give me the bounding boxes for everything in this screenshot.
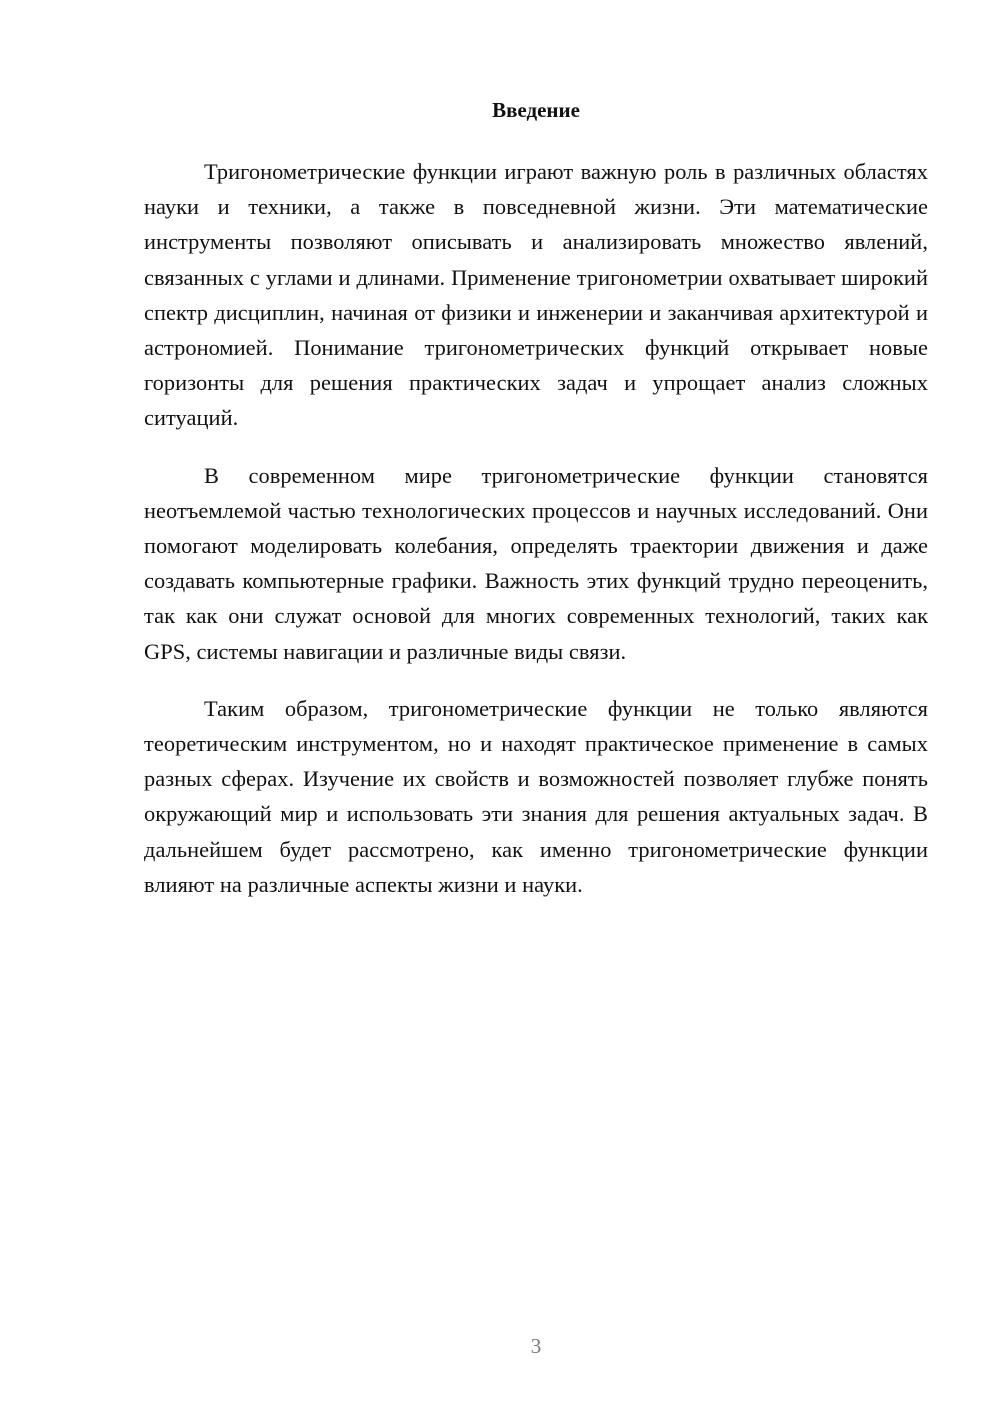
page-number: 3 bbox=[530, 1334, 542, 1358]
page-title: Введение bbox=[492, 98, 580, 122]
page-content bbox=[144, 92, 928, 924]
paragraph-2: В современном мире тригонометрические функции становятся неотъемлемой частью технологических процессов и научных исследований. Они помогают моделировать колебания, определять траектории движения и даже создавать компьютерные графики. Важность этих функций трудно переоценить, так как они служат основой для многих современных технологий, таких как GPS, системы навигации и различные виды связи. bbox=[144, 462, 928, 664]
paragraph-3: Таким образом, тригонометрические функции не только являются теоретическим инструментом, но и находят практическое применение в самых разных сферах. Изучение их свойств и возможностей позволяет глубже понять окружающий мир и использовать эти знания для решения актуальных задач. В дальнейшем будет рассмотрено, как именно тригонометрические функции влияют на различные аспекты жизни и науки. bbox=[144, 695, 928, 897]
paragraph-1: Тригонометрические функции играют важную роль в различных областях науки и техники, а также в повседневной жизни. Эти математические инструменты позволяют описывать и анализировать множество явлений, связанных с углами и длинами. Применение тригонометрии охватывает широкий спектр дисциплин, начиная от физики и инженерии и заканчивая архитектурой и астрономией. Понимание тригонометрических функций открывает новые горизонты для решения практических задач и упрощает анализ сложных ситуаций. bbox=[144, 159, 928, 431]
